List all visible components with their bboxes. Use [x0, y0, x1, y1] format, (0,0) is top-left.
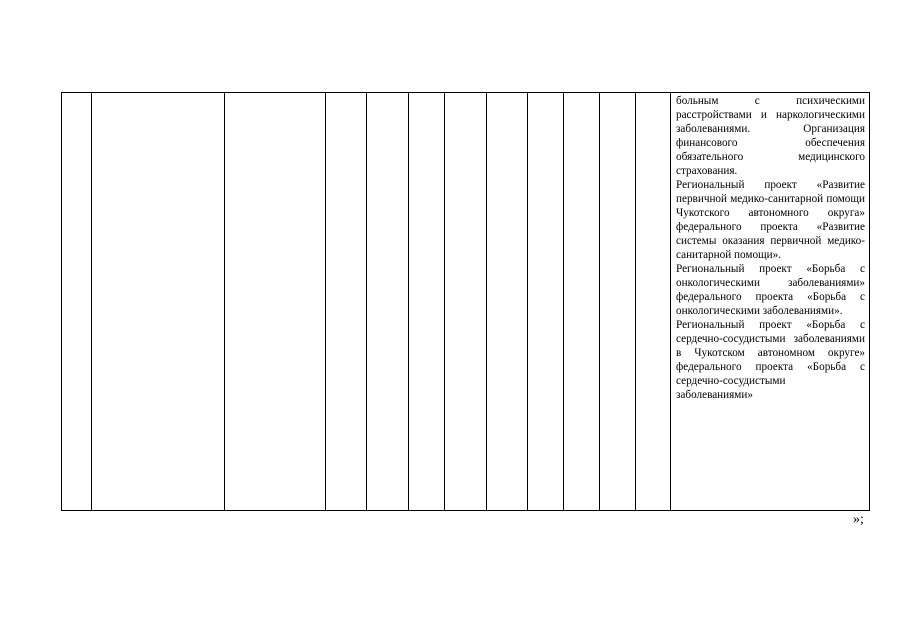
description-paragraph: Региональный проект «Развитие первичной медико-санитарной помощи Чукотского автономного округа» федерального проекта «Развитие системы оказания первичной медико-санитарной помощи».	[676, 179, 865, 261]
table-cell-12	[636, 93, 671, 511]
table-cell-4	[326, 93, 367, 511]
table-cell-8	[487, 93, 528, 511]
table-cell-6	[409, 93, 445, 511]
table-cell-5	[367, 93, 409, 511]
table-cell-3	[225, 93, 326, 511]
table-cell-9	[528, 93, 564, 511]
description-paragraph: больным с психическими расстройствами и наркологическими заболеваниями. Организация финансового обеспечения обязательного медицинского страхования.	[676, 95, 865, 177]
description-paragraph: Региональный проект «Борьба с онкологическими заболеваниями» федерального проекта «Борьба с онкологическими заболеваниями».	[676, 263, 865, 317]
program-table	[61, 92, 870, 511]
table-cell-7	[445, 93, 487, 511]
table-cell-1	[62, 93, 92, 511]
table-cell-11	[600, 93, 636, 511]
closing-quote-mark: »;	[853, 512, 864, 527]
description-cell	[671, 93, 870, 511]
description-paragraph: Региональный проект «Борьба с сердечно-сосудистыми заболеваниями в Чукотском автономном округе» федерального проекта «Борьба с сердечно-сосудистыми заболеваниями»	[676, 319, 865, 401]
table-row	[62, 93, 870, 511]
table-cell-2	[92, 93, 225, 511]
table-cell-10	[564, 93, 600, 511]
